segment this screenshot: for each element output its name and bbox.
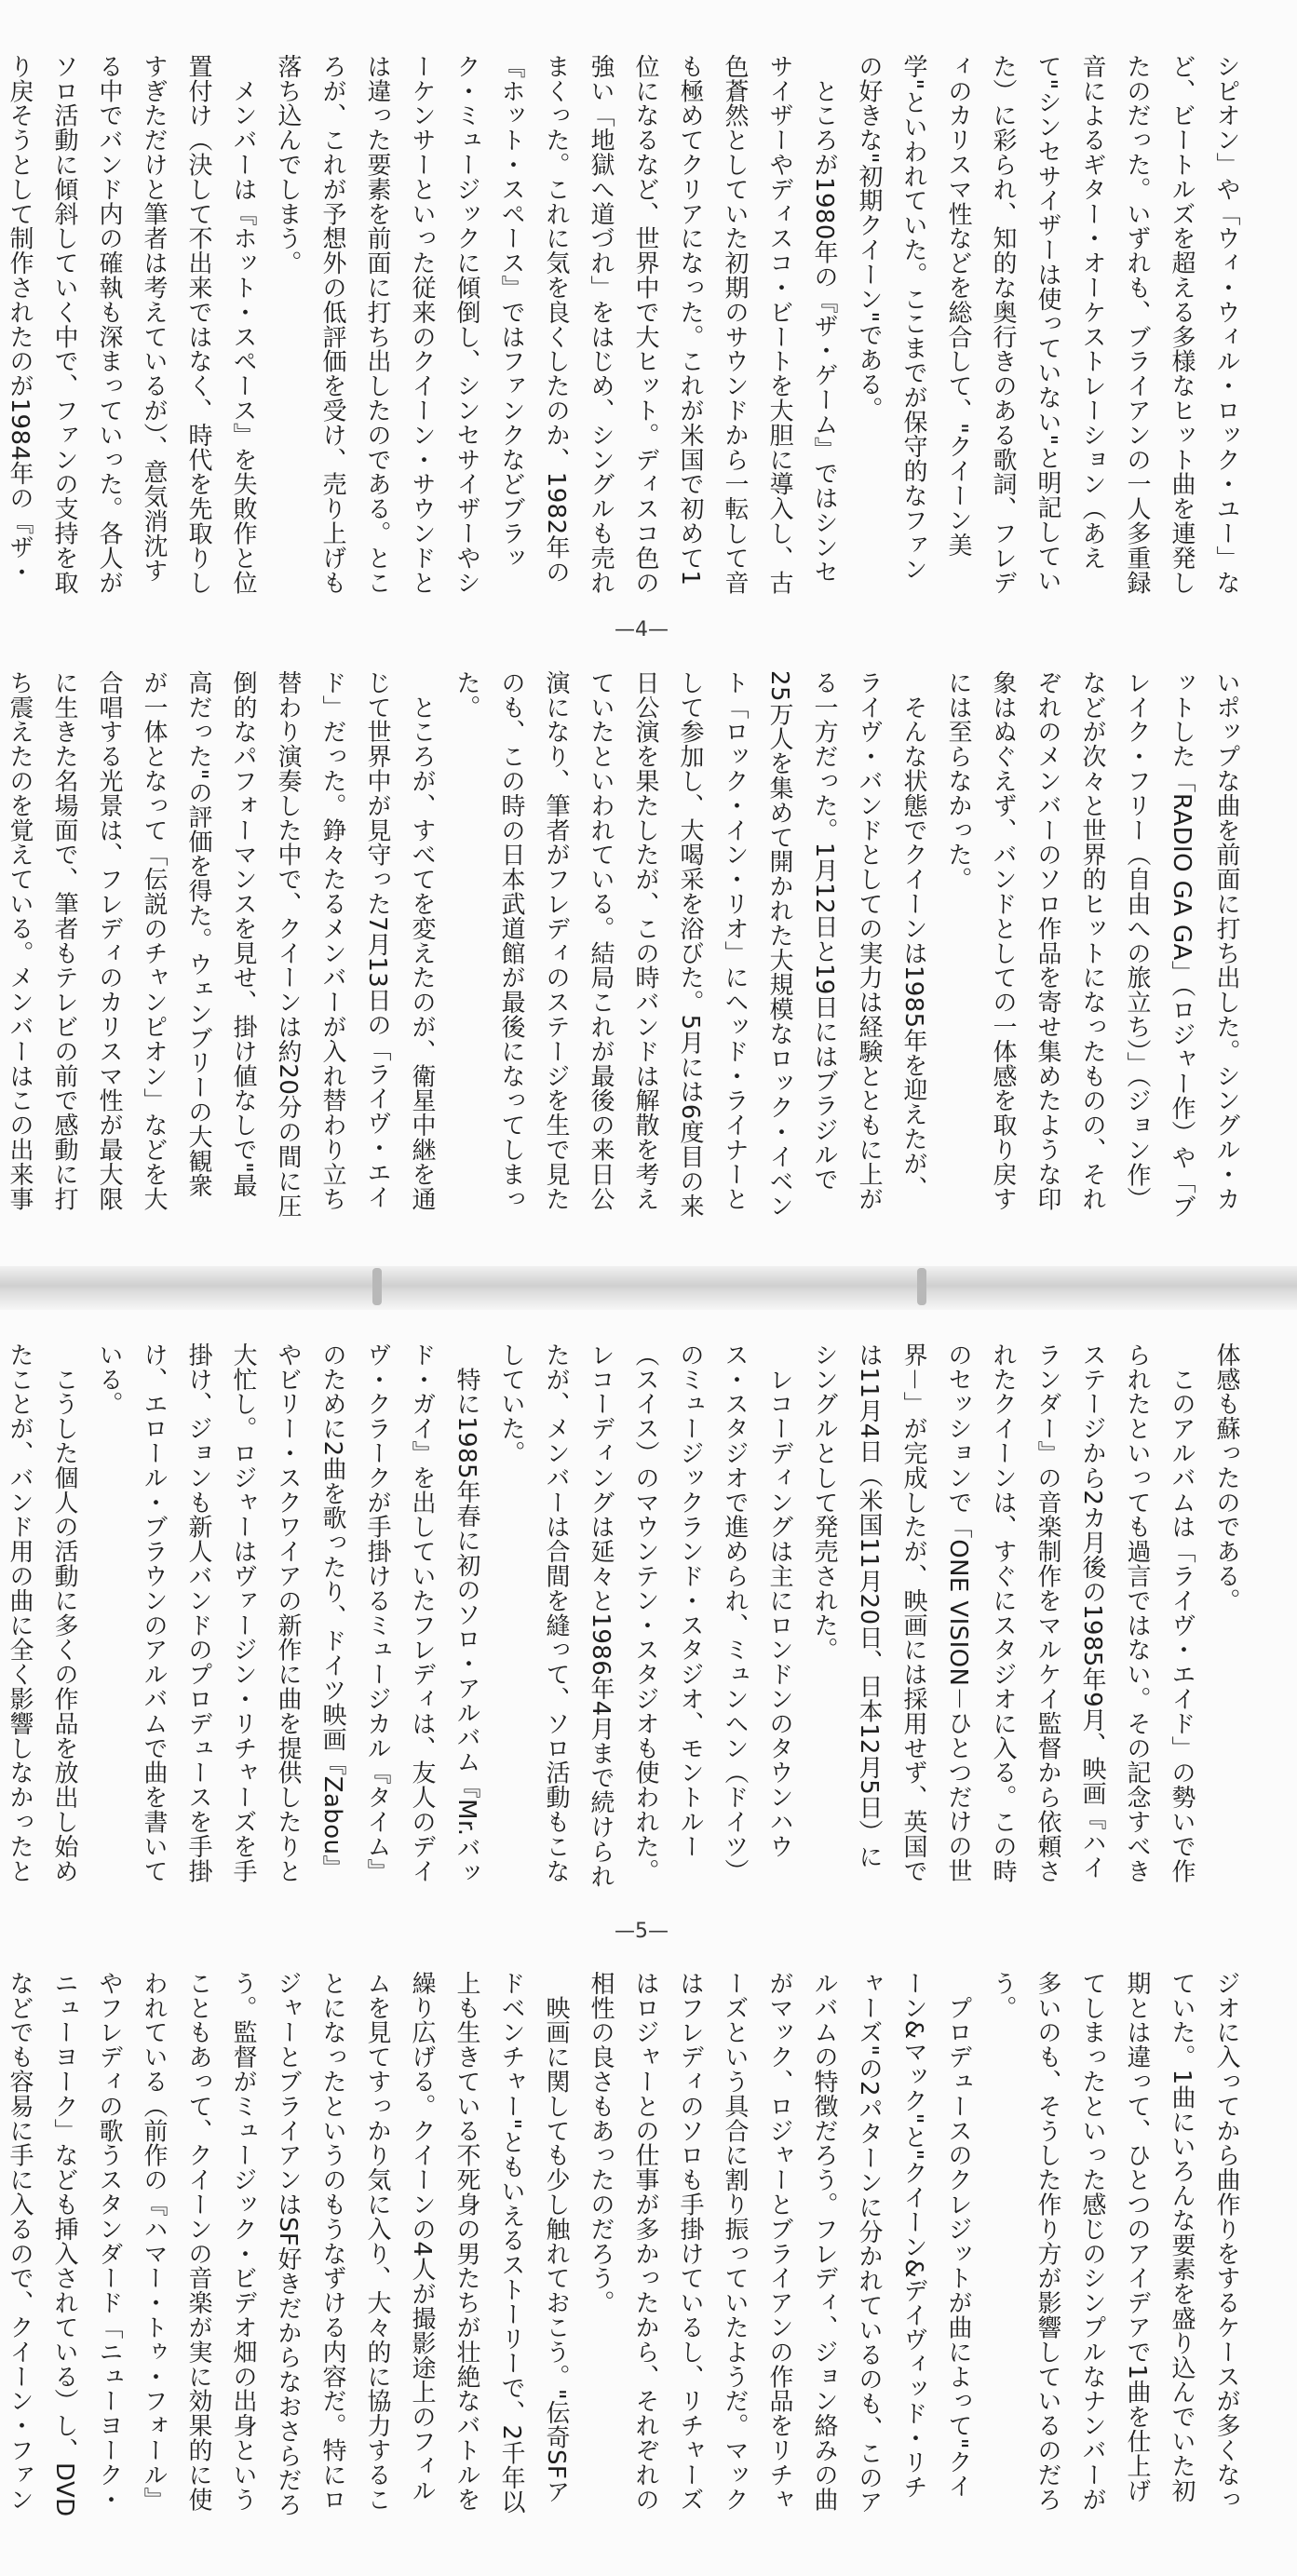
page5-folio: —5— xyxy=(615,1920,669,1943)
page4-folio: —4— xyxy=(615,618,669,641)
spine-staple-left xyxy=(372,1268,382,1305)
spine-staple-right xyxy=(917,1268,926,1305)
page5-lower-text-block: ジオに入ってから曲作りをするケースが多くなっていた。1曲にいろんな要素を盛り込んでいた初期とは違って、ひとつのアイデアで1曲を仕上げてしまったといった感じのシンプルなナンバーが多いのも、そうした作り方が影響しているのだろう。 プロデュースのクレジットが曲によって"クイーン&マック"と"クイーン&デイヴィッド・リチャーズ"の2パターンに分かれているのも、このアルバムの特徴だろう。フレディ、ジョン絡みの曲がマック、ロジャーとブライアンの作品をリチャーズという具合に割り振っていたようだ。マックはフレディのソロも手掛けているし、リチャーズはロジャーとの仕事が多かったから、それぞれの相性の良さもあったのだろう。 映画に関しても少し触れておこう。"伝奇SFアドベンチャー"ともいえるストーリーで、2千年以上も生きている不死身の男たちが壮絶なバトルを繰り広げる。クイーンの4人が撮影途上のフィルムを見てすっかり気に入り、大々的に協力することになったというのもうなずける内容だ。特にロジャーとブライアンはSF好きだからなおさらだろう。監督がミュージック・ビデオ畑の出身ということもあって、クイーンの音楽が実に効果的に使われている（前作の『ハマー・トゥ・フォール』やフレディの歌うスタンダード「ニューヨーク・ニューヨーク」なども挿入されている）し、DVDなどでも容易に手に入るので、クイーン・ファン xyxy=(6,1971,1240,2517)
booklet-spine xyxy=(0,1266,1297,1310)
page5-upper-text-block: 体感も蘇ったのである。 このアルバムは「ライヴ・エイド」の勢いで作られたといっても過言ではない。その記念すべきステージから2カ月後の1985年9月、映画『ハイランダー』の音楽制作をマルケイ監督から依頼されたクイーンは、すぐにスタジオに入る。この時のセッションで「ONE VISION－ひとつだけの世界－」が完成したが、映画には採用せず、英国では11月4日（米国11月20日、日本12月5日）にシングルとして発売された。 レコーディングは主にロンドンのタウンハウス・スタジオで進められ、ミュンヘン（ドイツ）のミュージックランド・スタジオ、モントルー（スイス）のマウンテン・スタジオも使われた。レコーディングは延々と1986年4月まで続けられたが、メンバーは合間を縫って、ソロ活動もこなしていた。 特に1985年春に初のソロ・アルバム『Mr.バッド・ガイ』を出していたフレディは、友人のデイヴ・クラークが手掛けるミュージカル『タイム』のために2曲を歌ったり、ドイツ映画『Zabou』やビリー・スクワイアの新作に曲を提供したりと大忙し。ロジャーはヴァージン・リチャーズを手掛け、ジョンも新人バンドのプロデュースを手掛け、エロール・ブラウンのアルバムで曲を書いている。 こうした個人の活動に多くの作品を放出し始めたことが、バンド用の曲に全く影響しなかったと xyxy=(6,1342,1240,1889)
page4-lower-text-block: いポップな曲を前面に打ち出した。シングル・カットした「RADIO GA GA」（ロジャー作）や「ブレイク・フリー（自由への旅立ち）」（ジョン作）などが次々と世界的ヒットになったものの、それぞれのメンバーのソロ作品を寄せ集めたような印象はぬぐえず、バンドとしての一体感を取り戻すには至らなかった。 そんな状態でクイーンは1985年を迎えたが、ライヴ・バンドとしての実力は経験とともに上がる一方だった。1月12日と19日にはブラジルで25万人を集めて開かれた大規模なロック・イベント「ロック・イン・リオ」にヘッド・ライナーとして参加し、大喝采を浴びた。5月には6度目の来日公演を果たしたが、この時バンドは解散を考えていたといわれている。結局これが最後の来日公演になり、筆者がフレディのステージを生で見たのも、この時の日本武道館が最後になってしまった。 ところが、すべてを変えたのが、衛星中継を通じて世界中が見守った7月13日の「ライヴ・エイド」だった。錚々たるメンバーが入れ替わり立ち替わり演奏した中で、クイーンは約20分の間に圧倒的なパフォーマンスを見せ、掛け値なしで"最高だった"の評価を得た。ウェンブリーの大観衆が一体となって「伝説のチャンピオン」などを大合唱する光景は、フレディのカリスマ性が最大限に生きた名場面で、筆者もテレビの前で感動に打ち震えたのを覚えている。メンバーはこの出来事 xyxy=(6,670,1240,1220)
booklet-page-5 xyxy=(0,1310,1297,2576)
booklet-page-4 xyxy=(0,0,1297,1266)
page4-upper-text-block: シピオン」や「ウィ・ウィル・ロック・ユー」など、ビートルズを超える多様なヒット曲を連発したのだった。いずれも、ブライアンの一人多重録音によるギター・オーケストレーション（あえて"シンセサイザーは使っていない"と明記していた）に彩られ、知的な奥行きのある歌詞、フレディのカリスマ性などを総合して、"クイーン美学"といわれていた。ここまでが保守的なファンの好きな"初期クイーン"である。 ところが1980年の『ザ・ゲーム』ではシンセサイザーやディスコ・ビートを大胆に導入し、古色蒼然としていた初期のサウンドから一転して音も極めてクリアになった。これが米国で初めて1位になるなど、世界中で大ヒット。ディスコ色の強い「地獄へ道づれ」をはじめ、シングルも売れまくった。これに気を良くしたのか、1982年の『ホット・スペース』ではファンクなどブラック・ミュージックに傾倒し、シンセサイザーやシーケンサーといった従来のクイーン・サウンドとは違った要素を前面に打ち出したのである。ところが、これが予想外の低評価を受け、売り上げも落ち込んでしまう。 メンバーは『ホット・スペース』を失敗作と位置付け（決して不出来ではなく、時代を先取りしすぎただけと筆者は考えているが）、意気消沈する中でバンド内の確執も深まっていった。各人がソロ活動に傾斜していく中で、ファンの支持を取り戻そうとして制作されたのが1984年の『ザ・ xyxy=(6,54,1240,595)
